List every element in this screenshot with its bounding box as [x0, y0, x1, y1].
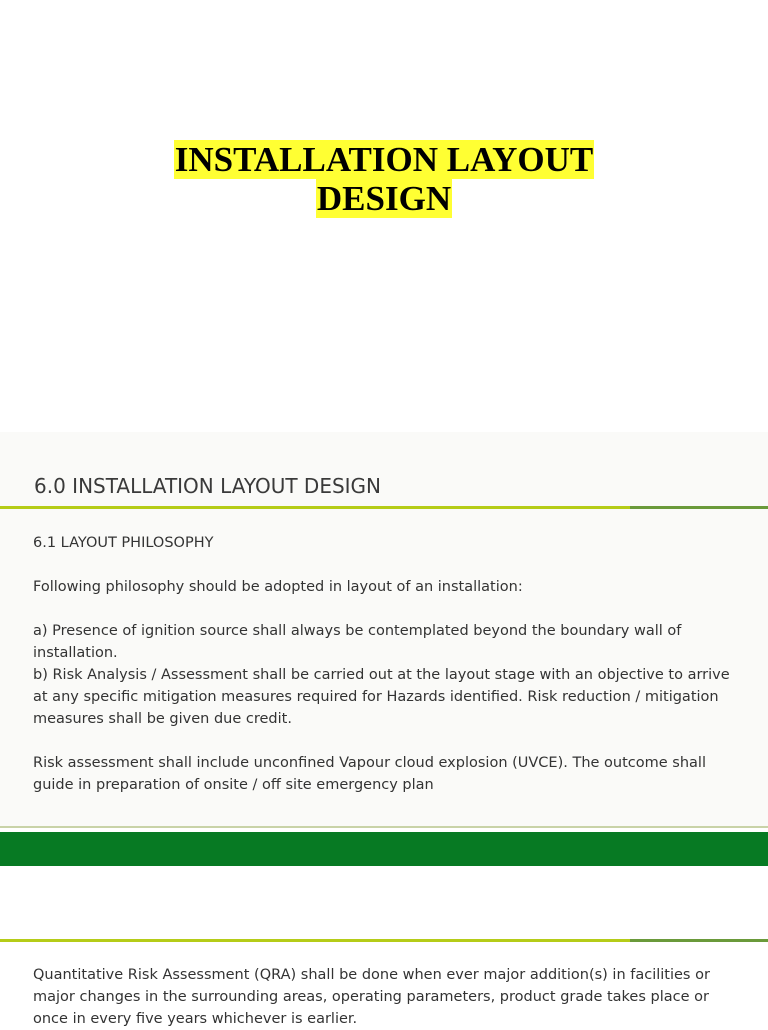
divider-accent-segment: [630, 939, 768, 942]
point-b: b) Risk Analysis / Assessment shall be carried out at the layout stage with an objective to arrive at any specific mitigation measures required for Hazards identified. Risk reduction / mitigation measures shall be given due credit.: [33, 667, 730, 727]
point-a: a) Presence of ignition source shall always be contemplated beyond the boundary wall of installation.: [33, 623, 682, 661]
continuation-slide: [0, 866, 768, 1027]
risk-note-paragraph: Risk assessment shall include unconfined Vapour cloud explosion (UVCE). The outcome shall guide in preparation of onsite / off site emergency plan: [33, 755, 706, 793]
top-divider: [0, 939, 768, 942]
divider-primary-segment: [0, 939, 630, 942]
slide-body: [33, 964, 738, 1030]
slide-title: [0, 140, 768, 218]
heading-divider: [0, 506, 768, 509]
divider-accent-segment: [630, 506, 768, 509]
title-slide: [0, 0, 768, 432]
content-slide: [0, 432, 768, 828]
qra-paragraph: Quantitative Risk Assessment (QRA) shall be done when ever major addition(s) in facilities or major changes in the surrounding areas, operating parameters, product grade takes place or once in every five years whichever is earlier.: [33, 967, 710, 1027]
slide-separator: [0, 826, 768, 828]
slide-title-line-2: DESIGN: [316, 179, 452, 218]
divider-primary-segment: [0, 506, 630, 509]
subsection-heading: 6.1 LAYOUT PHILOSOPHY: [33, 535, 214, 551]
slide-title-line-1: INSTALLATION LAYOUT: [174, 140, 594, 179]
green-band: [0, 832, 768, 866]
intro-paragraph: Following philosophy should be adopted in layout of an installation:: [33, 579, 523, 595]
slide-body: [33, 532, 738, 796]
section-heading: 6.0 INSTALLATION LAYOUT DESIGN: [34, 474, 382, 498]
